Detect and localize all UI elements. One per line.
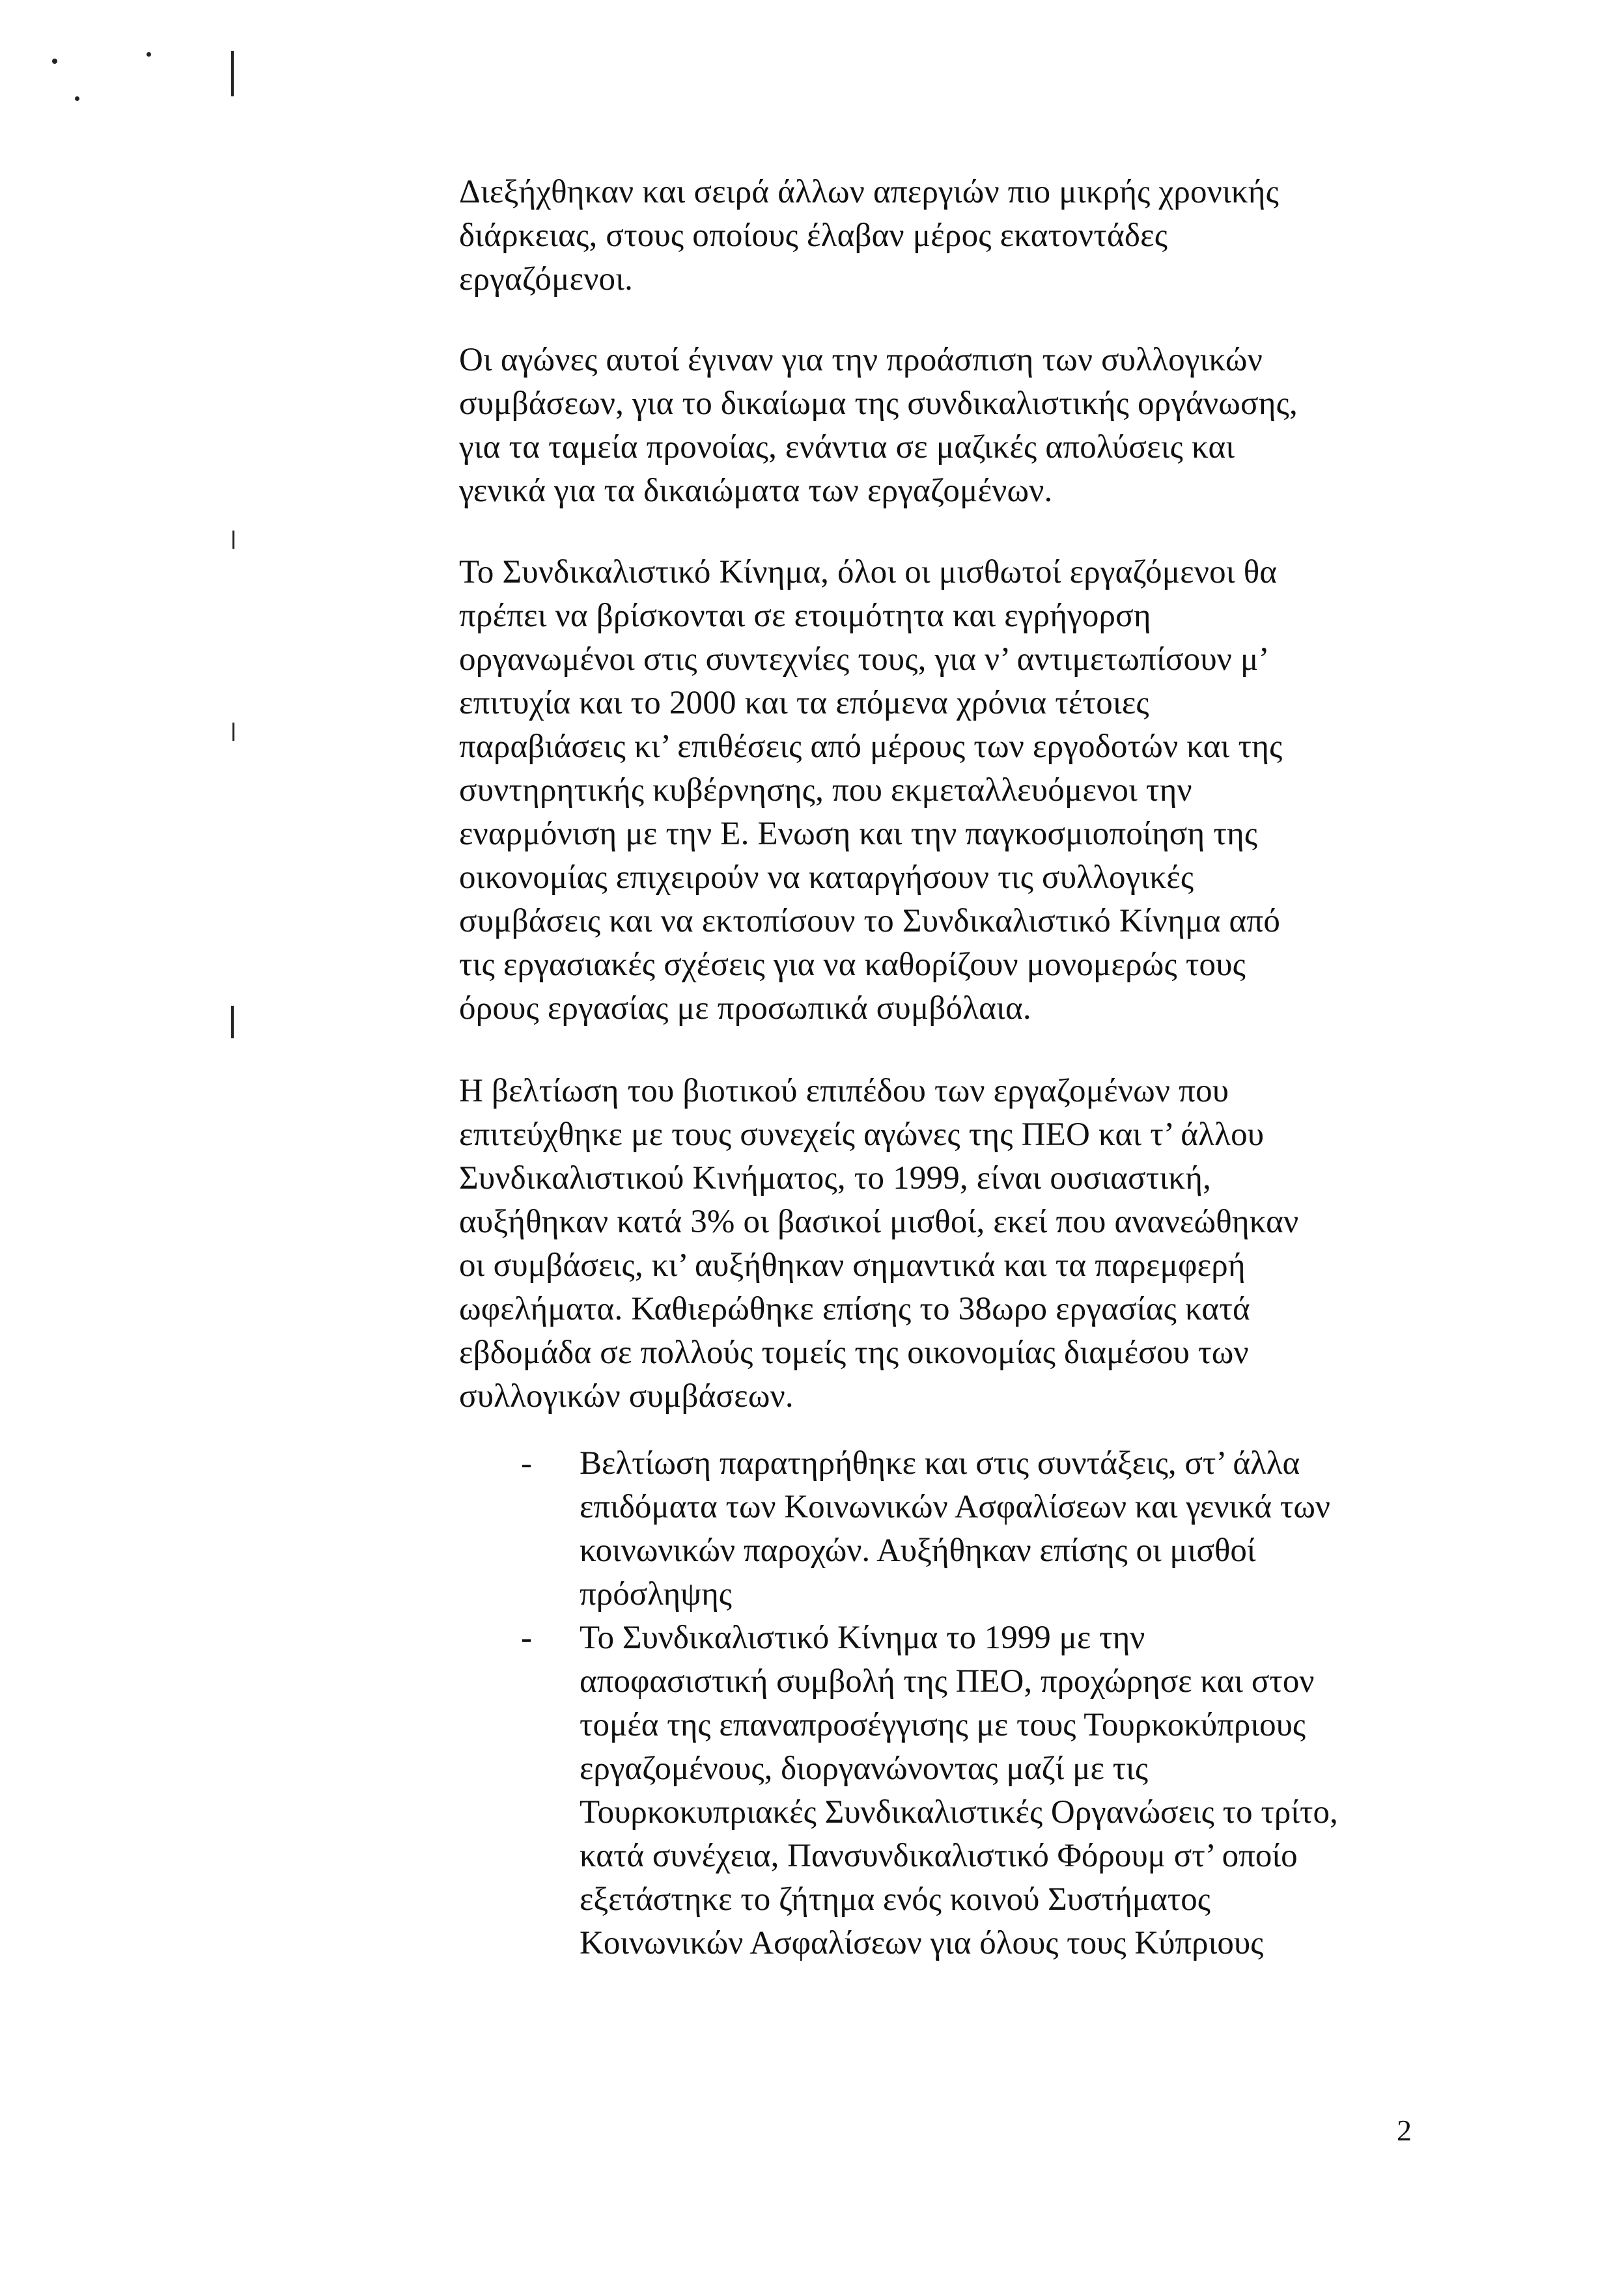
paragraph-line: ωφελήματα. Καθιερώθηκε επίσης το 38ωρο εργασίας κατά [459,1291,1250,1327]
paragraph-line: οικονομίας επιχειρούν να καταργήσουν τις συλλογικές [459,859,1194,896]
paragraph-line: παραβιάσεις κι’ επιθέσεις από μέρους των εργοδοτών και της [459,728,1283,765]
paragraph-line: διάρκειας, στους οποίους έλαβαν μέρος εκατοντάδες [459,217,1168,254]
paragraph-line: επιτεύχθηκε με τους συνεχείς αγώνες της ΠΕΟ και τ’ άλλου [459,1116,1265,1153]
bullet-line: Βελτίωση παρατηρήθηκε και στις συντάξεις, στ’ άλλα [580,1445,1300,1482]
bullet-item-rapprochement [521,1616,1433,1965]
paragraph-line: συντηρητικής κυβέρνησης, που εκμεταλλευόμενοι την [459,772,1192,809]
bullet-line: τομέα της επαναπροσέγγισης με τους Τουρκοκύπριους [580,1707,1306,1743]
bullet-marker: - [521,1620,532,1656]
paragraph-line: για τα ταμεία προνοίας, ενάντια σε μαζικές απολύσεις και [459,429,1235,465]
paragraph-line: Διεξήχθηκαν και σειρά άλλων απεργιών πιο μικρής χρονικής [459,174,1280,210]
paragraph-trade-union-movement [459,551,1449,1030]
scan-artifact-mark [231,1006,234,1038]
bullet-line: Τουρκοκυπριακές Συνδικαλιστικές Οργανώσεις το τρίτο, [580,1794,1338,1831]
scan-artifact-mark [232,531,234,549]
paragraph-line: επιτυχία και το 2000 και τα επόμενα χρόνια τέτοιες [459,685,1149,721]
paragraph-struggles [459,339,1449,513]
bullet-line: εργαζομένους, διοργανώνοντας μαζί με τις [580,1750,1149,1787]
bullet-line: κατά συνέχεια, Πανσυνδικαλιστικό Φόρουμ στ’ οποίο [580,1838,1298,1874]
paragraph-line: εναρμόνιση με την Ε. Ενωση και την παγκοσμιοποίηση της [459,816,1258,852]
bullet-line: Κοινωνικών Ασφαλίσεων για όλους τους Κύπριους [580,1925,1264,1961]
paragraph-strikes [459,171,1449,301]
bullet-marker: - [521,1445,532,1482]
paragraph-living-standard [459,1070,1449,1418]
bullet-line: πρόσληψης [580,1576,732,1612]
bullet-line: κοινωνικών παροχών. Αυξήθηκαν επίσης οι μισθοί [580,1532,1256,1569]
paragraph-line: συλλογικών συμβάσεων. [459,1378,794,1415]
paragraph-line: οι συμβάσεις, κι’ αυξήθηκαν σημαντικά και τα παρεμφερή [459,1247,1246,1284]
scan-artifact-dot [75,96,79,101]
scan-artifact-dot [147,52,151,57]
bullet-line: επιδόματα των Κοινωνικών Ασφαλίσεων και γενικά των [580,1489,1330,1525]
paragraph-line: εργαζόμενοι. [459,261,634,297]
paragraph-line: οργανωμένοι στις συντεχνίες τους, για ν’ αντιμετωπίσουν μ’ [459,641,1270,678]
paragraph-line: Συνδικαλιστικού Κινήματος, το 1999, είναι ουσιαστική, [459,1160,1212,1196]
paragraph-line: αυξήθηκαν κατά 3% οι βασικοί μισθοί, εκεί που ανανεώθηκαν [459,1204,1299,1240]
paragraph-line: όρους εργασίας με προσωπικά συμβόλαια. [459,990,1031,1027]
paragraph-line: γενικά για τα δικαιώματα των εργαζομένων. [459,473,1053,509]
bullet-line: Το Συνδικαλιστικό Κίνημα το 1999 με την [580,1620,1145,1656]
page-number: 2 [1397,2114,1412,2147]
bullet-item-pensions [521,1442,1433,1616]
scan-artifact-dot [52,59,57,64]
paragraph-line: Οι αγώνες αυτοί έγιναν για την προάσπιση των συλλογικών [459,342,1263,378]
paragraph-line: συμβάσεων, για το δικαίωμα της συνδικαλιστικής οργάνωσης, [459,385,1298,422]
paragraph-line: τις εργασιακές σχέσεις για να καθορίζουν μονομερώς τους [459,947,1246,983]
paragraph-line: πρέπει να βρίσκονται σε ετοιμότητα και εγρήγορση [459,598,1151,634]
scan-artifact-mark [232,723,234,741]
bullet-line: εξετάστηκε το ζήτημα ενός κοινού Συστήματος [580,1881,1210,1918]
bullet-line: αποφασιστική συμβολή της ΠΕΟ, προχώρησε και στον [580,1663,1315,1700]
bullet-list [521,1442,1433,1965]
scan-artifact-mark [231,51,234,96]
paragraph-line: εβδομάδα σε πολλούς τομείς της οικονομίας διαμέσου των [459,1335,1249,1371]
paragraph-line: Το Συνδικαλιστικό Κίνημα, όλοι οι μισθωτοί εργαζόμενοι θα [459,554,1278,590]
paragraph-line: Η βελτίωση του βιοτικού επιπέδου των εργαζομένων που [459,1073,1229,1109]
paragraph-line: συμβάσεις και να εκτοπίσουν το Συνδικαλιστικό Κίνημα από [459,903,1281,939]
